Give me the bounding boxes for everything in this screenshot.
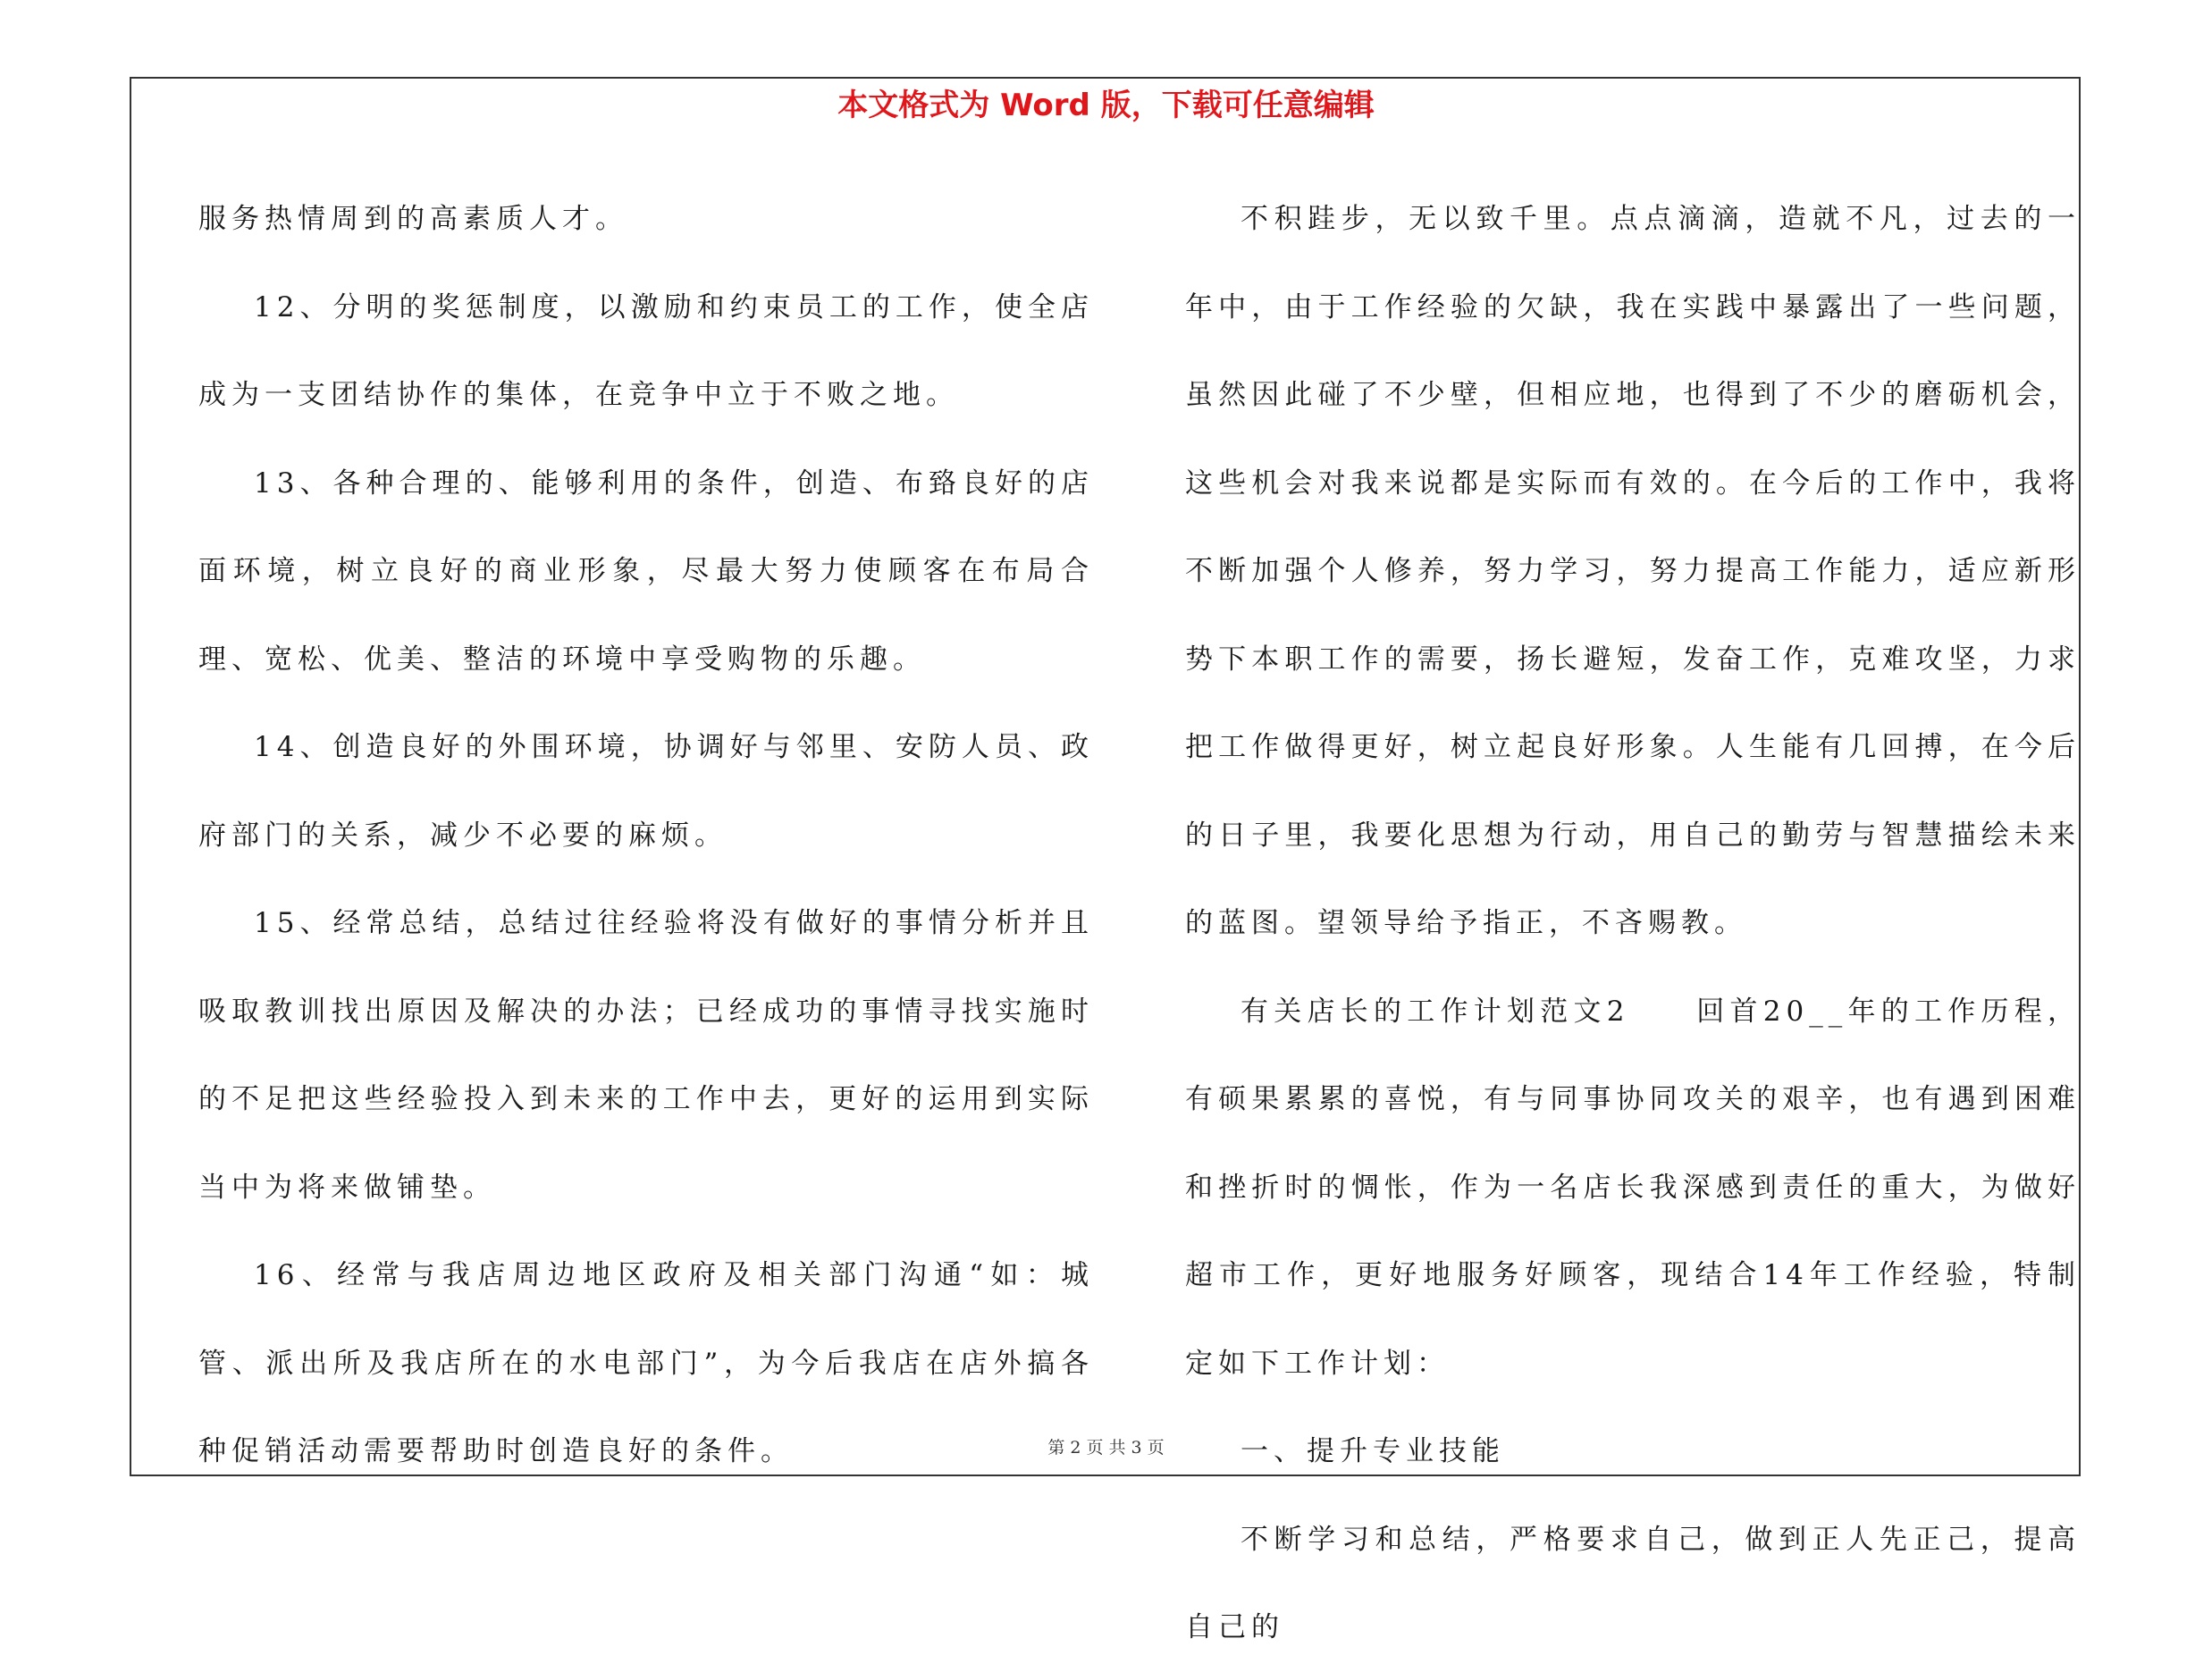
paragraph-section-body: 不断学习和总结，严格要求自己，做到正人先正己，提高自己的 xyxy=(1185,1523,2081,1643)
paragraph-continuation: 服务热情周到的高素质人才。 xyxy=(198,203,628,235)
paragraph-item-15: 15、经常总结，总结过往经验将没有做好的事情分析并且吸取教训找出原因及解决的办法；已经成功的事情寻找实施时的不足把这些经验投入到未来的工作中去，更好的运用到实际当中为将来做铺垫。 xyxy=(198,907,1094,1204)
right-column xyxy=(1185,175,2081,1643)
paragraph-item-14: 14、创造良好的外围环境，协调好与邻里、安防人员、政府部门的关系，减少不必要的麻烦。 xyxy=(198,731,1094,852)
paragraph-item-12: 12、分明的奖惩制度，以激励和约束员工的工作，使全店成为一支团结协作的集体，在竞争中立于不败之地。 xyxy=(198,290,1094,411)
paragraph-item-13: 13、各种合理的、能够利用的条件，创造、布臵良好的店面环境，树立良好的商业形象，尽最大努力使顾客在布局合理、宽松、优美、整洁的环境中享受购物的乐趣。 xyxy=(198,466,1094,676)
page-number-footer: 第 2 页 共 3 页 xyxy=(1047,1438,1165,1458)
section-heading: 一、提升专业技能 xyxy=(1241,1435,1505,1467)
paragraph-item-16: 16、经常与我店周边地区政府及相关部门沟通“如：城管、派出所及我店所在的水电部门”，为今后我店在店外搞各种促销活动需要帮助时创造良好的条件。 xyxy=(198,1259,1094,1467)
document-header: 本文格式为 Word 版，下载可任意编辑 xyxy=(837,88,1375,123)
paragraph-plan-intro: 有关店长的工作计划范文2 回首20__年的工作历程，有硕果累累的喜悦，有与同事协同攻关的艰辛，也有遇到困难和挫折时的惆怅，作为一名店长我深感到责任的重大，为做好超市工作，更好地服务好顾客，现结合14年工作经验，特制定如下工作计划： xyxy=(1185,995,2081,1380)
paragraph-reflection: 不积跬步，无以致千里。点点滴滴，造就不凡，过去的一年中，由于工作经验的欠缺，我在实践中暴露出了一些问题，虽然因此碰了不少壁，但相应地，也得到了不少的磨砺机会，这些机会对我来说都是实际而有效的。在今后的工作中，我将不断加强个人修养，努力学习，努力提高工作能力，适应新形势下本职工作的需要，扬长避短，发奋工作，克难攻坚，力求把工作做得更好，树立起良好形象。人生能有几回搏，在今后的日子里，我要化思想为行动，用自己的勤劳与智慧描绘未来的蓝图。望领导给予指正，不吝赐教。 xyxy=(1185,203,2081,939)
left-column xyxy=(198,175,1094,1467)
